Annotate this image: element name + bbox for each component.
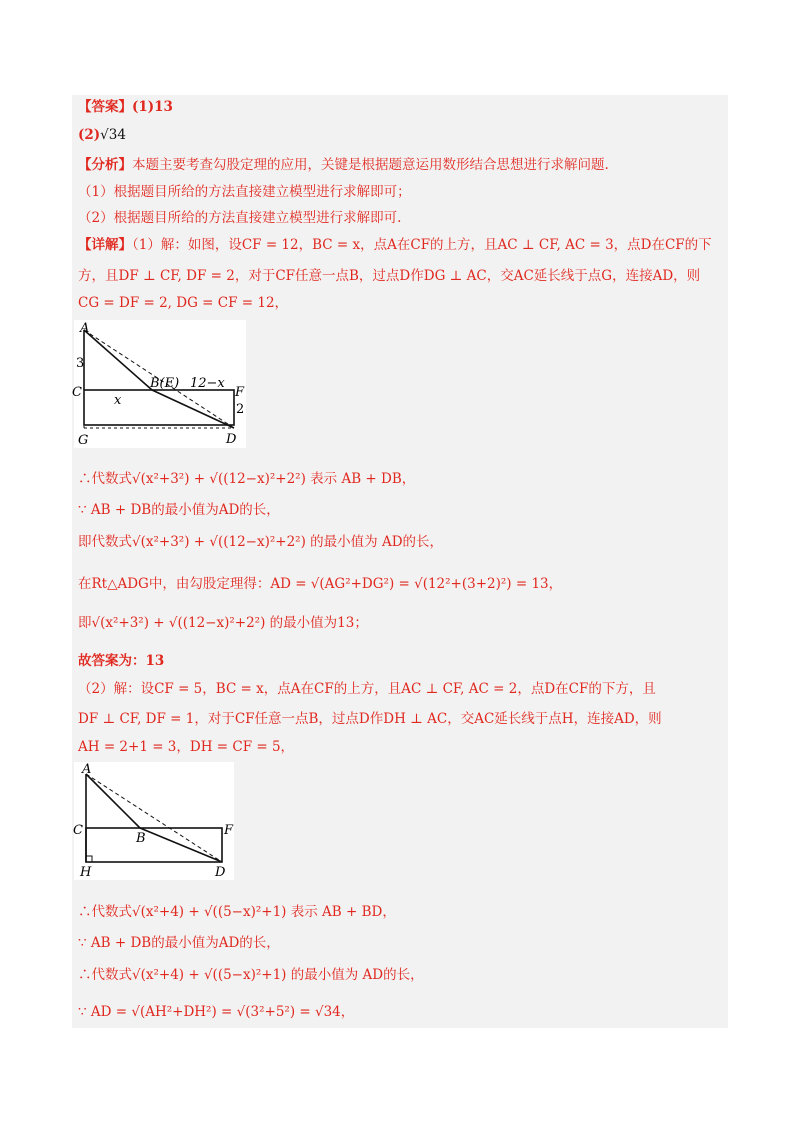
- fig1-label-f: F: [235, 385, 245, 400]
- fig1-ab-segment: [84, 330, 152, 390]
- detail-p2-expr2: ∵ AB + DB的最小值为AD的长，: [78, 935, 280, 951]
- detail-p2-line1: （2）解：设CF = 5，BC = x，点A在CF的上方，且AC ⊥ CF, AC = 2，点D在CF的下方，且: [78, 681, 656, 697]
- fig2-label-a: A: [82, 762, 92, 777]
- analysis-step2: （2）根据题目所给的方法直接建立模型进行求解即可.: [78, 210, 402, 226]
- detail-p2-line2: DF ⊥ CF, DF = 1，对于CF任意一点B，过点D作DH ⊥ AC，交AC延长线于点H，连接AD，则: [78, 711, 662, 727]
- analysis-text: 本题主要考查勾股定理的应用，关键是根据题意运用数形结合思想进行求解问题.: [132, 157, 609, 173]
- answer-part2-prefix: (2): [78, 127, 101, 143]
- answer-line-2: [78, 125, 126, 145]
- answer-part2-value: √34: [100, 127, 126, 143]
- fig2-label-d: D: [215, 865, 226, 880]
- fig1-label-x: x: [114, 393, 122, 408]
- detail-p1-expr1: ∴代数式√(x²+3²) + √((12−x)²+2²) 表示 AB + DB，: [78, 471, 416, 487]
- detail-p1-expr3: 即代数式√(x²+3²) + √((12−x)²+2²) 的最小值为 AD的长，: [78, 534, 444, 550]
- fig2-label-b: B: [136, 831, 146, 846]
- fig2-label-h: H: [80, 865, 92, 880]
- detail-p1-answer: 故答案为：13: [78, 653, 165, 669]
- fig1-label-d: D: [226, 432, 237, 447]
- fig2-ab-segment: [86, 774, 140, 828]
- detail-p2-expr1: ∴代数式√(x²+4) + √((5−x)²+1) 表示 AB + BD，: [78, 904, 396, 920]
- answer-line-1: [78, 97, 173, 117]
- detail-p2-line3: AH = 2+1 = 3，DH = CF = 5，: [78, 739, 295, 755]
- fig2-right-angle: [86, 856, 92, 862]
- answer-part1: (1)13: [132, 99, 173, 115]
- fig1-label-g: G: [78, 433, 89, 448]
- fig2-label-c: C: [73, 823, 83, 838]
- fig2-ad-dashed: [86, 774, 222, 862]
- figure-2: [74, 762, 234, 880]
- fig1-label-c: C: [72, 385, 82, 400]
- detail-label: 【详解】: [78, 237, 132, 253]
- fig1-bd-segment: [152, 390, 234, 428]
- figure-1-diagram: [74, 320, 246, 448]
- fig1-label-3: 3: [76, 356, 85, 371]
- fig1-label-be: B(E): [150, 376, 180, 391]
- figure-2-diagram: [74, 762, 234, 880]
- detail-p1-line1: [78, 235, 712, 255]
- detail-p1-expr4: 在Rt△ADG中，由勾股定理得：AD = √(AG²+DG²) = √(12²+(3+2)²) = 13，: [78, 576, 563, 592]
- figure-1: [74, 320, 246, 448]
- analysis-line: [78, 155, 609, 175]
- detail-p1-line3: CG = DF = 2, DG = CF = 12，: [78, 295, 289, 311]
- analysis-label: 【分析】: [78, 157, 132, 173]
- analysis-step1: （1）根据题目所给的方法直接建立模型进行求解即可；: [78, 184, 411, 200]
- detail-p1-line1-text: （1）解：如图，设CF = 12，BC = x，点A在CF的上方，且AC ⊥ CF, AC = 3，点D在CF的下: [132, 237, 712, 253]
- fig1-label-a: A: [80, 321, 90, 336]
- fig1-label-2: 2: [236, 402, 245, 417]
- answer-label: 【答案】: [78, 99, 132, 115]
- fig2-label-f: F: [224, 823, 234, 838]
- detail-p1-expr5: 即√(x²+3²) + √((12−x)²+2²) 的最小值为13；: [78, 615, 368, 631]
- detail-p1-line2: 方，且DF ⊥ CF, DF = 2，对于CF任意一点B，过点D作DG ⊥ AC，交AC延长线于点G，连接AD，则: [78, 268, 701, 284]
- detail-p2-expr3: ∴代数式√(x²+4) + √((5−x)²+1) 的最小值为 AD的长，: [78, 967, 424, 983]
- detail-p2-expr4: ∵ AD = √(AH²+DH²) = √(3²+5²) = √34，: [78, 1004, 355, 1020]
- fig2-bd-segment: [140, 828, 222, 862]
- fig1-label-12x: 12−x: [190, 376, 225, 391]
- detail-p1-expr2: ∵ AB + DB的最小值为AD的长，: [78, 502, 280, 518]
- fig1-cf-rect: [84, 390, 234, 425]
